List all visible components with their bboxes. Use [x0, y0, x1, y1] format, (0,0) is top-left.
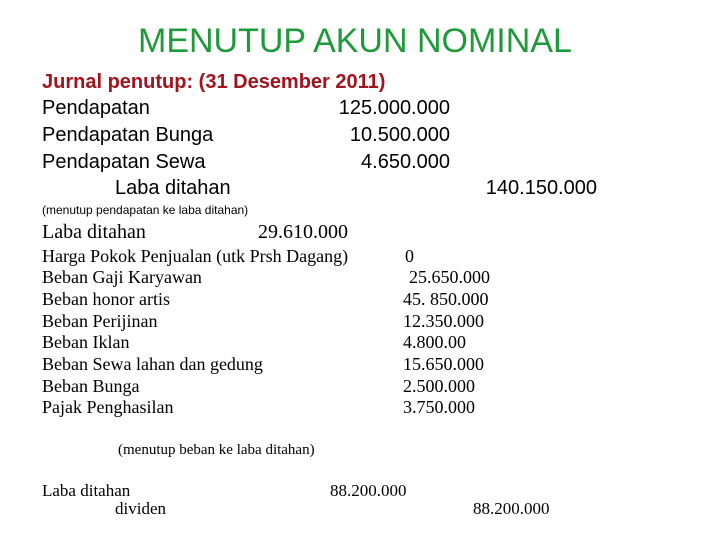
expense-account: Pajak Penghasilan [42, 397, 174, 417]
dividend-credit-account: dividen [115, 499, 166, 518]
expense-amount: 12.350.000 [403, 311, 484, 331]
expense-amount: 45. 850.000 [403, 289, 489, 309]
expense-amount: 25.650.000 [409, 267, 490, 287]
expense-amount: 15.650.000 [403, 354, 484, 374]
revenue-account: Pendapatan [42, 97, 150, 119]
revenue-account: Pendapatan Bunga [42, 124, 214, 146]
dividend-debit-account: Laba ditahan [42, 481, 131, 500]
expense-amount: 3.750.000 [403, 397, 475, 417]
expense-account: Beban Bunga [42, 376, 140, 396]
journal-header: Jurnal penutup: (31 Desember 2011) [42, 71, 386, 93]
retained-earnings-debit: Laba ditahan [42, 221, 146, 243]
revenue-account: Pendapatan Sewa [42, 151, 206, 173]
dividend-debit-amount: 88.200.000 [330, 481, 407, 500]
revenue-amount: 10.500.000 [349, 124, 450, 146]
expense-account: Beban Gaji Karyawan [42, 267, 202, 287]
expense-amount: 4.800.00 [403, 332, 466, 352]
revenue-amount: 125.000.000 [338, 97, 450, 119]
expense-account: Beban Sewa lahan dan gedung [42, 354, 263, 374]
page-title: MENUTUP AKUN NOMINAL [138, 22, 572, 60]
retained-earnings-credit: Laba ditahan [115, 177, 231, 199]
expense-account: Harga Pokok Penjualan (utk Prsh Dagang) [42, 246, 349, 266]
expense-account: Beban honor artis [42, 289, 170, 309]
retained-earnings-debit-amount: 29.610.000 [258, 221, 348, 243]
closing-note-expense: (menutup beban ke laba ditahan) [118, 442, 315, 458]
expense-amount: 0 [405, 246, 414, 266]
dividend-credit-amount: 88.200.000 [473, 499, 550, 518]
retained-earnings-credit-amount: 140.150.000 [485, 177, 597, 199]
expense-amount: 2.500.000 [403, 376, 475, 396]
revenue-amount: 4.650.000 [361, 151, 450, 173]
expense-account: Beban Iklan [42, 332, 130, 352]
expense-account: Beban Perijinan [42, 311, 158, 331]
closing-note-revenue: (menutup pendapatan ke laba ditahan) [42, 203, 249, 217]
